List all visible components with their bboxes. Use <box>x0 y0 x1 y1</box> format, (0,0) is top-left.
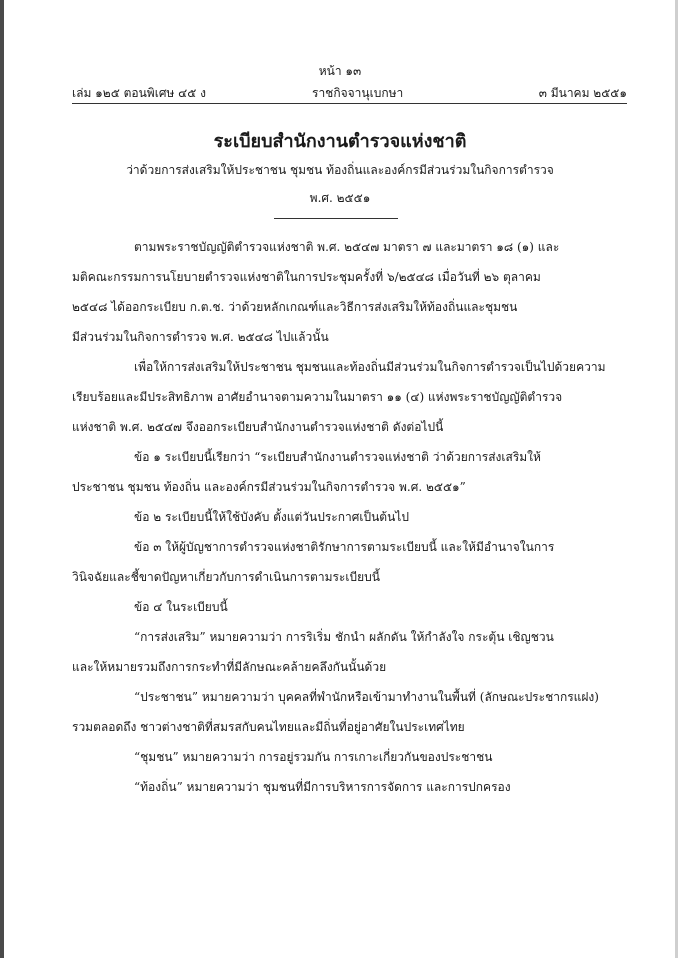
definition-public <box>72 682 627 742</box>
gazette-date: ๓ มีนาคม ๒๕๕๑ <box>538 86 627 100</box>
document-year: พ.ศ. ๒๕๕๑ <box>309 191 371 205</box>
text-line: “ท้องถิ่น” หมายความว่า ชุมชนที่มีการบริหารการจัดการ และการปกครอง <box>134 780 511 794</box>
text-line: “ประชาชน” หมายความว่า บุคคลที่พำนักหรือเข้ามาทำงานในพื้นที่ (ลักษณะประชากรแฝง) <box>134 690 599 704</box>
text-line: และให้หมายรวมถึงการกระทำที่มีลักษณะคล้ายคลึงกันนั้นด้วย <box>72 660 387 674</box>
text-line: “การส่งเสริม” หมายความว่า การริเริ่ม ชักนำ ผลักดัน ให้กำลังใจ กระตุ้น เชิญชวน <box>134 630 554 644</box>
paragraph-preamble <box>72 232 627 352</box>
paragraph-authority <box>72 352 627 442</box>
text-line: รวมตลอดถึง ชาวต่างชาติที่สมรสกับคนไทยและมีถิ่นที่อยู่อาศัยในประเทศไทย <box>72 720 465 734</box>
text-line: ตามพระราชบัญญัติตำรวจแห่งชาติ พ.ศ. ๒๕๔๗ มาตรา ๗ และมาตรา ๑๘ (๑) และ <box>134 240 560 254</box>
text-line: มีส่วนร่วมในกิจการตำรวจ พ.ศ. ๒๕๔๘ ไปแล้วนั้น <box>72 330 329 344</box>
header-divider <box>72 103 627 104</box>
page-frame-left <box>0 0 4 958</box>
document-title: ระเบียบสำนักงานตำรวจแห่งชาติ <box>213 131 467 152</box>
clause-1 <box>72 442 627 502</box>
text-line: ประชาชน ชุมชน ท้องถิ่น และองค์กรมีส่วนร่วมในกิจการตำรวจ พ.ศ. ๒๕๕๑” <box>72 480 466 494</box>
clause-4 <box>72 592 627 622</box>
gazette-name: ราชกิจจานุเบกษา <box>312 86 404 100</box>
page-number: หน้า ๑๓ <box>318 64 362 78</box>
text-line: มติคณะกรรมการนโยบายตำรวจแห่งชาติในการประชุมครั้งที่ ๖/๒๕๔๘ เมื่อวันที่ ๒๖ ตุลาคม <box>72 270 541 284</box>
text-line: เรียบร้อยและมีประสิทธิภาพ อาศัยอำนาจตามความในมาตรา ๑๑ (๔) แห่งพระราชบัญญัติตำรวจ <box>72 390 563 404</box>
text-line: “ชุมชน” หมายความว่า การอยู่รวมกัน การเกาะเกี่ยวกันของประชาชน <box>134 750 493 764</box>
text-line: ข้อ ๔ ในระเบียบนี้ <box>134 600 228 614</box>
text-line: วินิจฉัยและชี้ขาดปัญหาเกี่ยวกับการดำเนินการตามระเบียบนี้ <box>72 570 380 584</box>
clause-2 <box>72 502 627 532</box>
document-page <box>60 0 627 958</box>
clause-3 <box>72 532 627 592</box>
document-body <box>72 232 627 802</box>
text-line: เพื่อให้การส่งเสริมให้ประชาชน ชุมชนและท้องถิ่นมีส่วนร่วมในกิจการตำรวจเป็นไปด้วยความ <box>134 360 606 374</box>
text-line: ๒๕๔๘ ได้ออกระเบียบ ก.ต.ช. ว่าด้วยหลักเกณฑ์และวิธีการส่งเสริมให้ท้องถิ่นและชุมชน <box>72 300 518 314</box>
text-line: ข้อ ๑ ระเบียบนี้เรียกว่า “ระเบียบสำนักงานตำรวจแห่งชาติ ว่าด้วยการส่งเสริมให้ <box>134 450 541 464</box>
gazette-volume: เล่ม ๑๒๕ ตอนพิเศษ ๔๕ ง <box>72 86 206 100</box>
definition-promotion <box>72 622 627 682</box>
gazette-header <box>72 84 627 102</box>
text-line: ข้อ ๓ ให้ผู้บัญชาการตำรวจแห่งชาติรักษาการตามระเบียบนี้ และให้มีอำนาจในการ <box>134 540 555 554</box>
text-line: แห่งชาติ พ.ศ. ๒๕๔๗ จึงออกระเบียบสำนักงานตำรวจแห่งชาติ ดังต่อไปนี้ <box>72 420 444 434</box>
text-line: ข้อ ๒ ระเบียบนี้ให้ใช้บังคับ ตั้งแต่วันประกาศเป็นต้นไป <box>134 510 409 524</box>
title-divider <box>274 218 398 219</box>
definition-community <box>72 742 627 772</box>
definition-locality <box>72 772 627 802</box>
document-subtitle: ว่าด้วยการส่งเสริมให้ประชาชน ชุมชน ท้องถิ่นและองค์กรมีส่วนร่วมในกิจการตำรวจ <box>126 163 554 177</box>
